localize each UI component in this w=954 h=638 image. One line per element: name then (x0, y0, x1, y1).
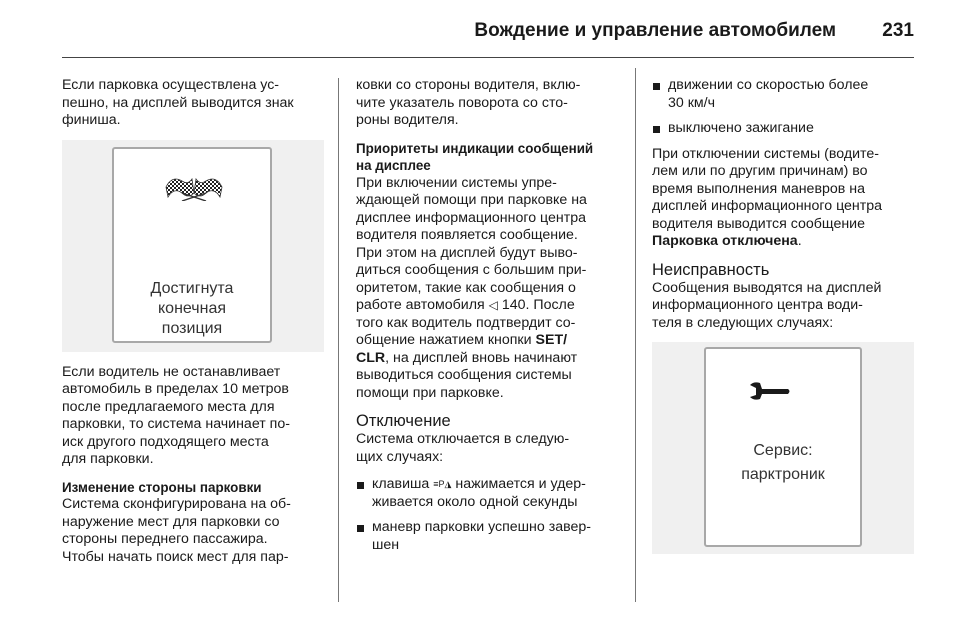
wrench-icon (748, 379, 792, 403)
display-text-line-1: Достигнута (150, 279, 234, 297)
list-item: выключено зажигание (652, 120, 914, 138)
paragraph-driver-side: ковки со стороны водителя, вклю- чите указатель поворота со сто- роны водителя. (356, 77, 581, 128)
disable-conditions-list (356, 476, 618, 554)
heading-message-priority: Приоритеты индикации сообщений на дисплее (356, 140, 594, 173)
display-text-line-3: позиция (161, 319, 223, 337)
page-reference: 140. После (501, 297, 575, 313)
heading-change-side: Изменение стороны парковки (62, 479, 262, 495)
paragraph-disable: Система отключается в следую- щих случаях: (356, 431, 570, 465)
display-text-line-2: парктроник (741, 466, 825, 483)
disable-conditions-list-cont (652, 77, 914, 138)
header-title: Вождение и управление автомобилем (474, 20, 836, 41)
park-assist-key-icon: ≡P◮ (433, 479, 452, 489)
paragraph-finish: Если парковка осуществлена ус- пешно, на дисплей выводится знак финиша. (62, 77, 294, 128)
list-item: движении со скоростью более 30 км/ч (652, 77, 914, 112)
set-clr-button-label: SET/ (535, 332, 568, 348)
display-screen (112, 147, 272, 343)
paragraph-search: Если водитель не останавливает автомобиль в пределах 10 метров после предлагаемого места для парковки, то система начинает по- иск другого подходящего места для парковки. (62, 363, 290, 467)
column-3 (652, 77, 914, 566)
display-text-line-2: конечная (157, 299, 226, 317)
paragraph-malfunction: Сообщения выводятся на дисплей информационного центра води- теля в следующих случаях: (652, 279, 882, 331)
display-illustration-finish (62, 140, 324, 352)
section-title-disable: Отключение (356, 412, 451, 430)
column-divider-1 (338, 78, 339, 602)
display-illustration-service (652, 342, 914, 554)
list-item: клавиша ≡P◮ нажимается и удер- живается около одной секунды (356, 476, 618, 511)
display-screen (704, 347, 862, 547)
checkered-flags-icon (160, 173, 228, 201)
paragraph-message-priority: При включении системы упре- ждающей помощи при парковке на дисплее информационного центра водителя появляется сообщение. При этом на дисплей будут выво- диться сообщения с большим при- оритетом, такие как сообщения о работе автомобиля ◁ 140. После того как водитель подтвердит со- общение нажатием кнопки SET/ CLR, на дисплей вновь начинают выводиться сообщения системы помощи при парковке. (356, 174, 587, 401)
page-number: 231 (882, 20, 914, 41)
message-parking-off: Парковка отключена (652, 233, 798, 249)
paragraph-change-side: Система сконфигурирована на об- наружение мест для парковки со стороны переднего пассажира. Чтобы начать поиск мест для пар- (62, 496, 291, 565)
display-text-line-1: Сервис: (753, 442, 813, 459)
page-reference-icon: ◁ (488, 298, 498, 312)
column-1 (62, 77, 324, 576)
column-2 (356, 77, 618, 562)
header-divider (62, 57, 914, 58)
section-title-malfunction: Неисправность (652, 260, 770, 279)
paragraph-parking-off: При отключении системы (водите- лем или по другим причинам) во время выполнения маневров на дисплей информационного центра водителя выводится сообщение Парковка отключена. (652, 145, 883, 249)
list-item: маневр парковки успешно завер- шен (356, 519, 618, 554)
column-divider-2 (635, 68, 636, 602)
